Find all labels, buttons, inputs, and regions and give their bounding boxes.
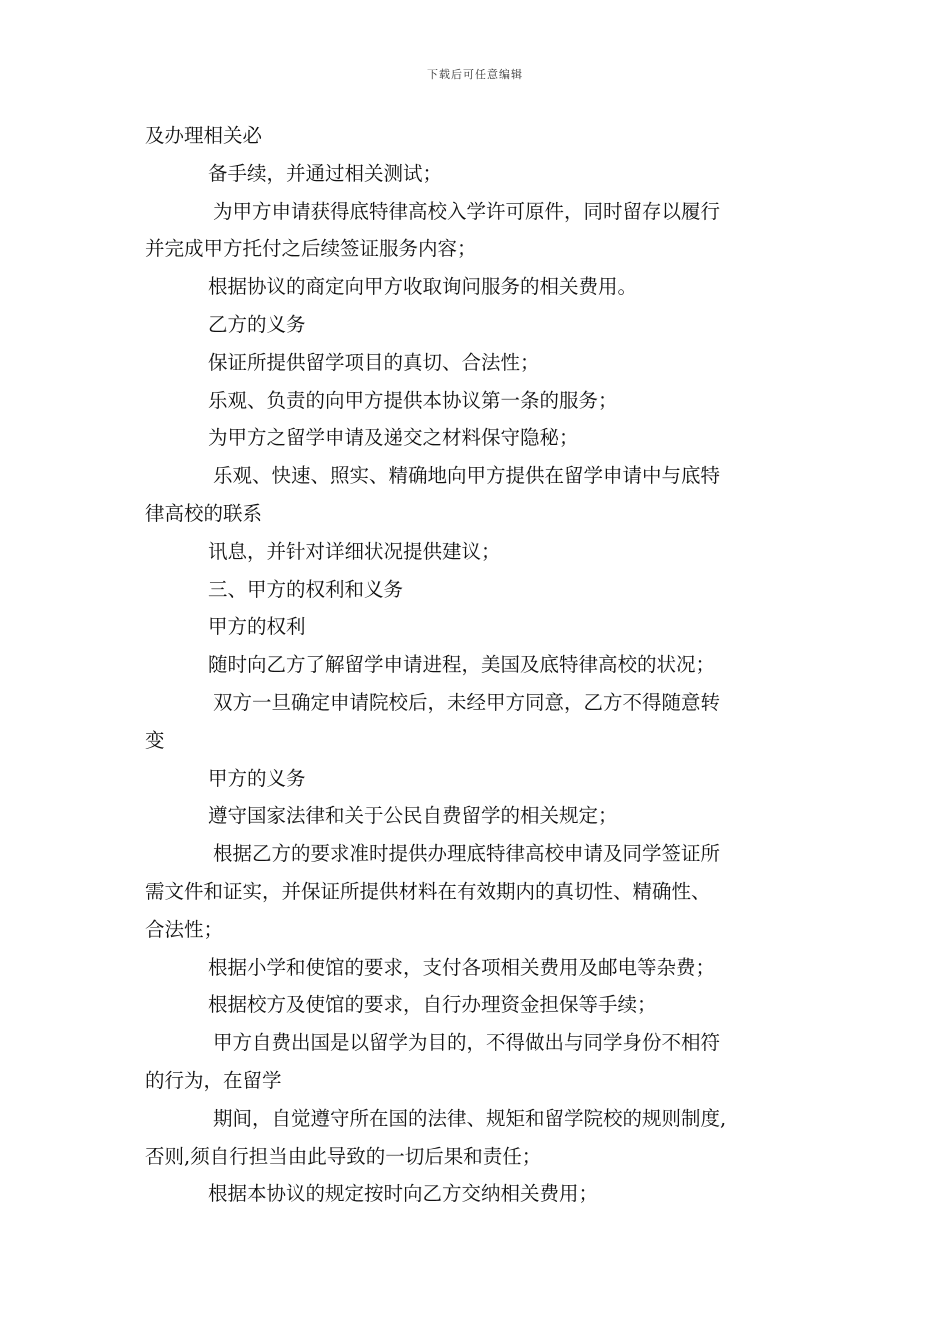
text-line: 乐观、负责的向甲方提供本协议第一条的服务； (208, 388, 618, 412)
text-line: 甲方自费出国是以留学为目的，不得做出与同学身份不相符 (213, 1031, 721, 1055)
text-line: 保证所提供留学项目的真切、合法性； (208, 350, 540, 374)
text-line: 根据乙方的要求准时提供办理底特律高校申请及同学签证所 (213, 842, 721, 866)
text-line: 甲方的权利 (208, 615, 306, 639)
text-line: 随时向乙方了解留学申请进程，美国及底特律高校的状况； (208, 653, 716, 677)
text-line: 及办理相关必 (145, 124, 263, 147)
text-line: 乐观、快速、照实、精确地向甲方提供在留学申请中与底特 (213, 464, 721, 488)
text-line: 备手续，并通过相关测试； (208, 161, 443, 185)
text-line: 根据协议的商定向甲方收取询问服务的相关费用。 (208, 275, 638, 299)
text-line: 否则,须自行担当由此导致的一切后果和责任； (145, 1144, 542, 1168)
text-line: 变 (145, 728, 165, 752)
text-line: 为甲方之留学申请及递交之材料保守隐秘； (208, 426, 579, 450)
text-line: 根据校方及使馆的要求，自行办理资金担保等手续； (208, 993, 657, 1017)
text-line: 甲方的义务 (208, 766, 306, 790)
text-line: 乙方的义务 (208, 313, 306, 336)
text-line: 三、甲方的权利和义务 (208, 577, 404, 601)
text-line: 合法性； (145, 917, 224, 941)
text-line: 期间，自觉遵守所在国的法律、规矩和留学院校的规则制度, (213, 1106, 727, 1130)
text-line: 的行为，在留学 (145, 1069, 282, 1092)
text-line: 遵守国家法律和关于公民自费留学的相关规定； (208, 804, 618, 828)
text-line: 为甲方申请获得底特律高校入学许可原件，同时留存以履行 (213, 199, 721, 223)
text-line: 并完成甲方托付之后续签证服务内容； (145, 237, 477, 261)
text-line: 律高校的联系 (145, 502, 263, 525)
text-line: 需文件和证实，并保证所提供材料在有效期内的真切性、精确性、 (145, 880, 711, 903)
text-line: 根据本协议的规定按时向乙方交纳相关费用； (208, 1182, 599, 1206)
text-line: 根据小学和使馆的要求，支付各项相关费用及邮电等杂费； (208, 955, 716, 979)
text-line: 双方一旦确定申请院校后，未经甲方同意，乙方不得随意转 (213, 691, 721, 714)
page-header: 下载后可任意编辑 (427, 68, 523, 81)
text-line: 讯息，并针对详细状况提供建议； (208, 539, 501, 563)
